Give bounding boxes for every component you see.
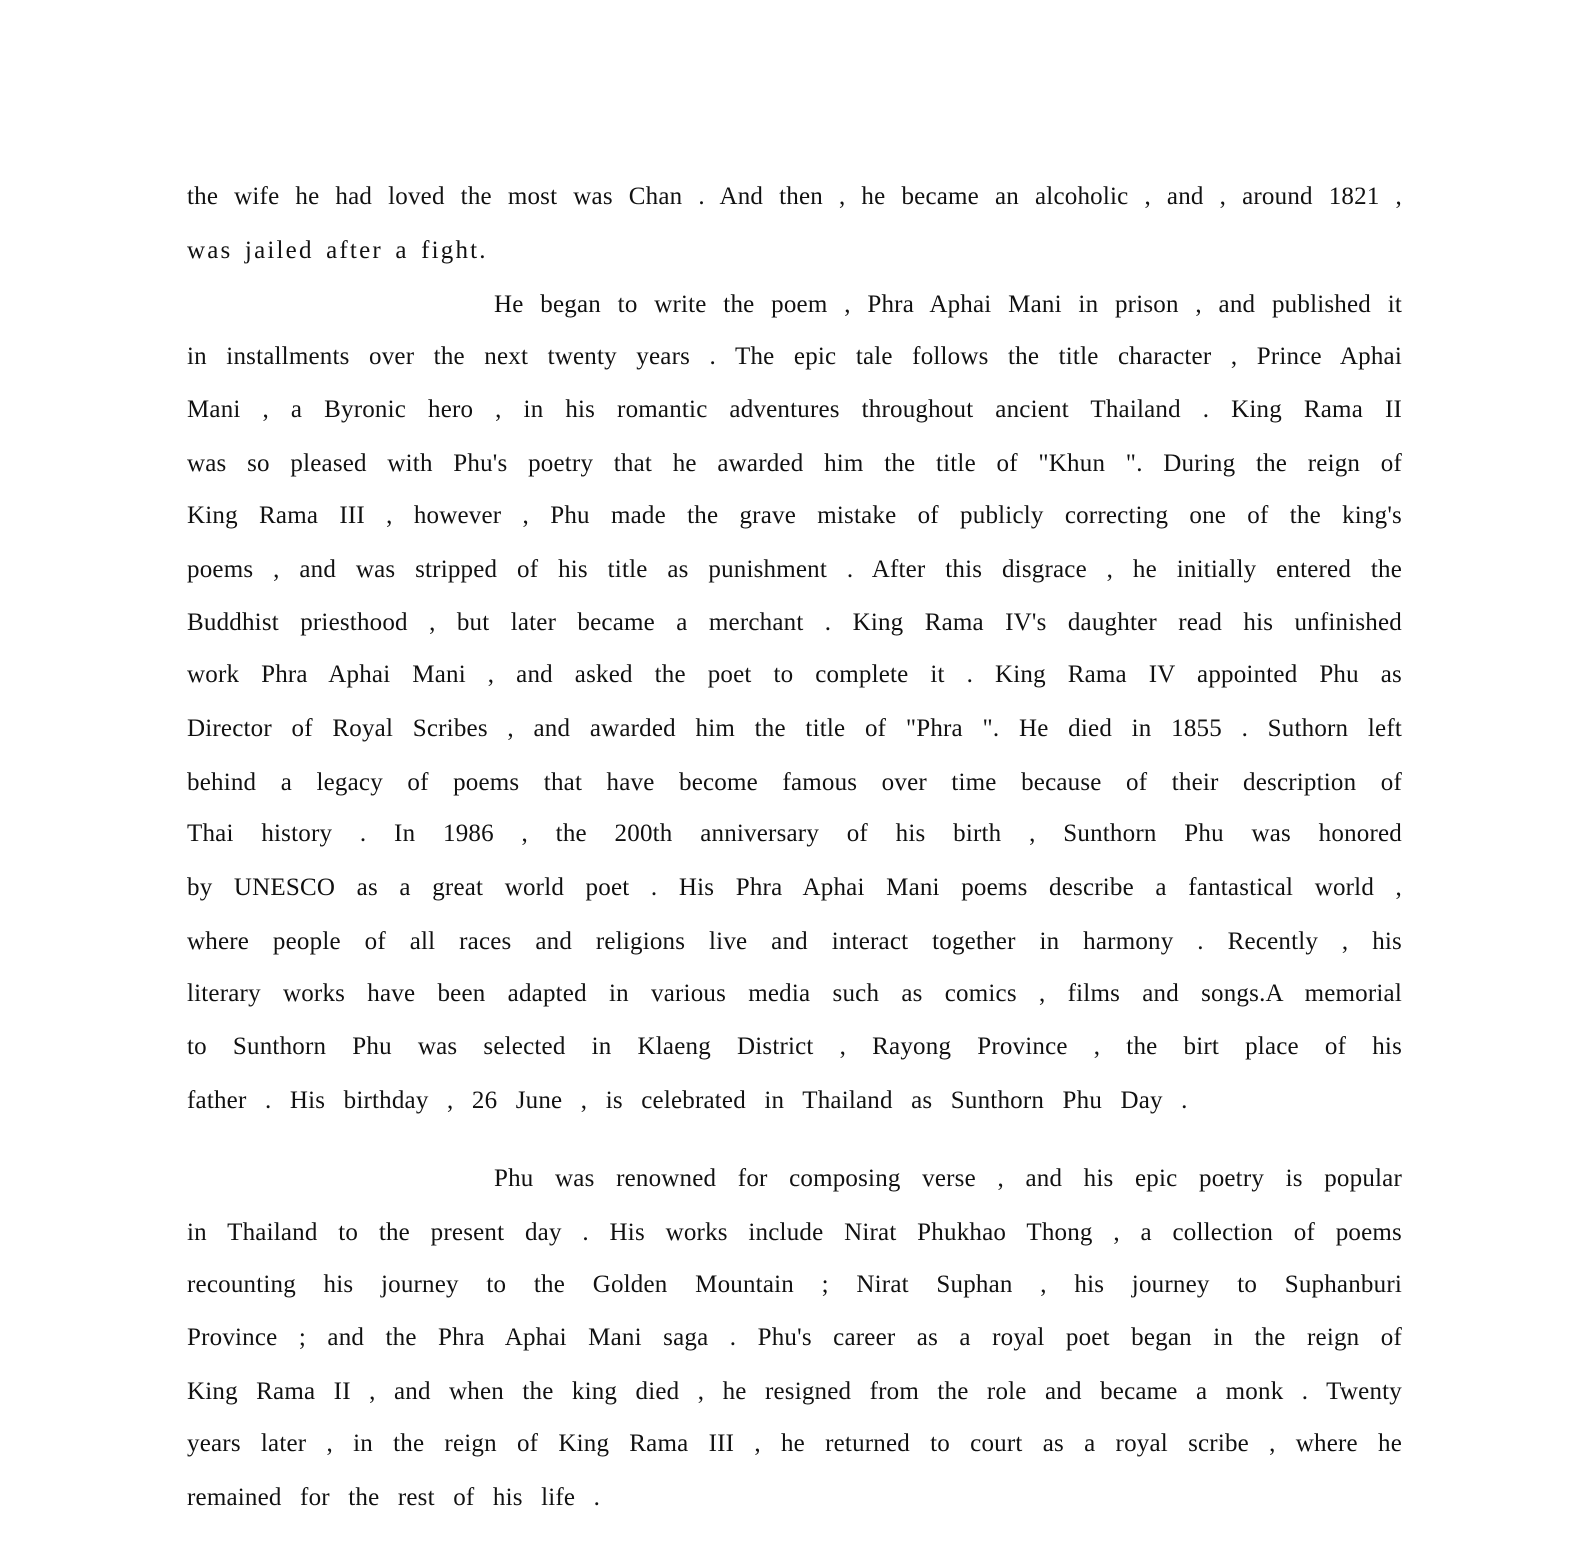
text-line: work Phra Aphai Mani , and asked the poet to complete it . King Rama IV appointed Phu as <box>187 661 1402 688</box>
text-line: behind a legacy of poems that have become famous over time because of their description of <box>187 769 1402 796</box>
text-line: He began to write the poem , Phra Aphai Mani in prison , and published it <box>494 291 1402 318</box>
text-line: Buddhist priesthood , but later became a merchant . King Rama IV's daughter read his unfinished <box>187 609 1402 636</box>
text-line: poems , and was stripped of his title as punishment . After this disgrace , he initially entered the <box>187 556 1402 583</box>
text-line: where people of all races and religions live and interact together in harmony . Recently , his <box>187 928 1402 955</box>
text-line: Province ; and the Phra Aphai Mani saga . Phu's career as a royal poet began in the reign of <box>187 1324 1402 1351</box>
text-line: was so pleased with Phu's poetry that he awarded him the title of "Khun ". During the reign of <box>187 450 1402 477</box>
text-line: recounting his journey to the Golden Mountain ; Nirat Suphan , his journey to Suphanburi <box>187 1271 1402 1298</box>
text-line: Thai history . In 1986 , the 200th anniversary of his birth , Sunthorn Phu was honored <box>187 820 1402 847</box>
text-line: King Rama III , however , Phu made the grave mistake of publicly correcting one of the king's <box>187 502 1402 529</box>
text-line: remained for the rest of his life . <box>187 1484 601 1511</box>
text-line: the wife he had loved the most was Chan . And then , he became an alcoholic , and , around 1821 , <box>187 183 1402 210</box>
text-line: by UNESCO as a great world poet . His Phra Aphai Mani poems describe a fantastical world , <box>187 874 1402 901</box>
text-line: to Sunthorn Phu was selected in Klaeng District , Rayong Province , the birt place of his <box>187 1033 1402 1060</box>
text-line: in installments over the next twenty years . The epic tale follows the title character , Prince Aphai <box>187 343 1402 370</box>
text-line: Mani , a Byronic hero , in his romantic adventures throughout ancient Thailand . King Rama II <box>187 396 1402 423</box>
text-line: was jailed after a fight. <box>187 237 488 264</box>
text-line: father . His birthday , 26 June , is celebrated in Thailand as Sunthorn Phu Day . <box>187 1087 1188 1114</box>
text-line: literary works have been adapted in various media such as comics , films and songs.A memorial <box>187 980 1402 1007</box>
text-line: years later , in the reign of King Rama III , he returned to court as a royal scribe , where he <box>187 1430 1402 1457</box>
text-line: King Rama II , and when the king died , he resigned from the role and became a monk . Twenty <box>187 1378 1402 1405</box>
text-line: Phu was renowned for composing verse , and his epic poetry is popular <box>494 1165 1402 1192</box>
text-line: Director of Royal Scribes , and awarded him the title of "Phra ". He died in 1855 . Suthorn left <box>187 715 1402 742</box>
text-line: in Thailand to the present day . His works include Nirat Phukhao Thong , a collection of poems <box>187 1219 1402 1246</box>
